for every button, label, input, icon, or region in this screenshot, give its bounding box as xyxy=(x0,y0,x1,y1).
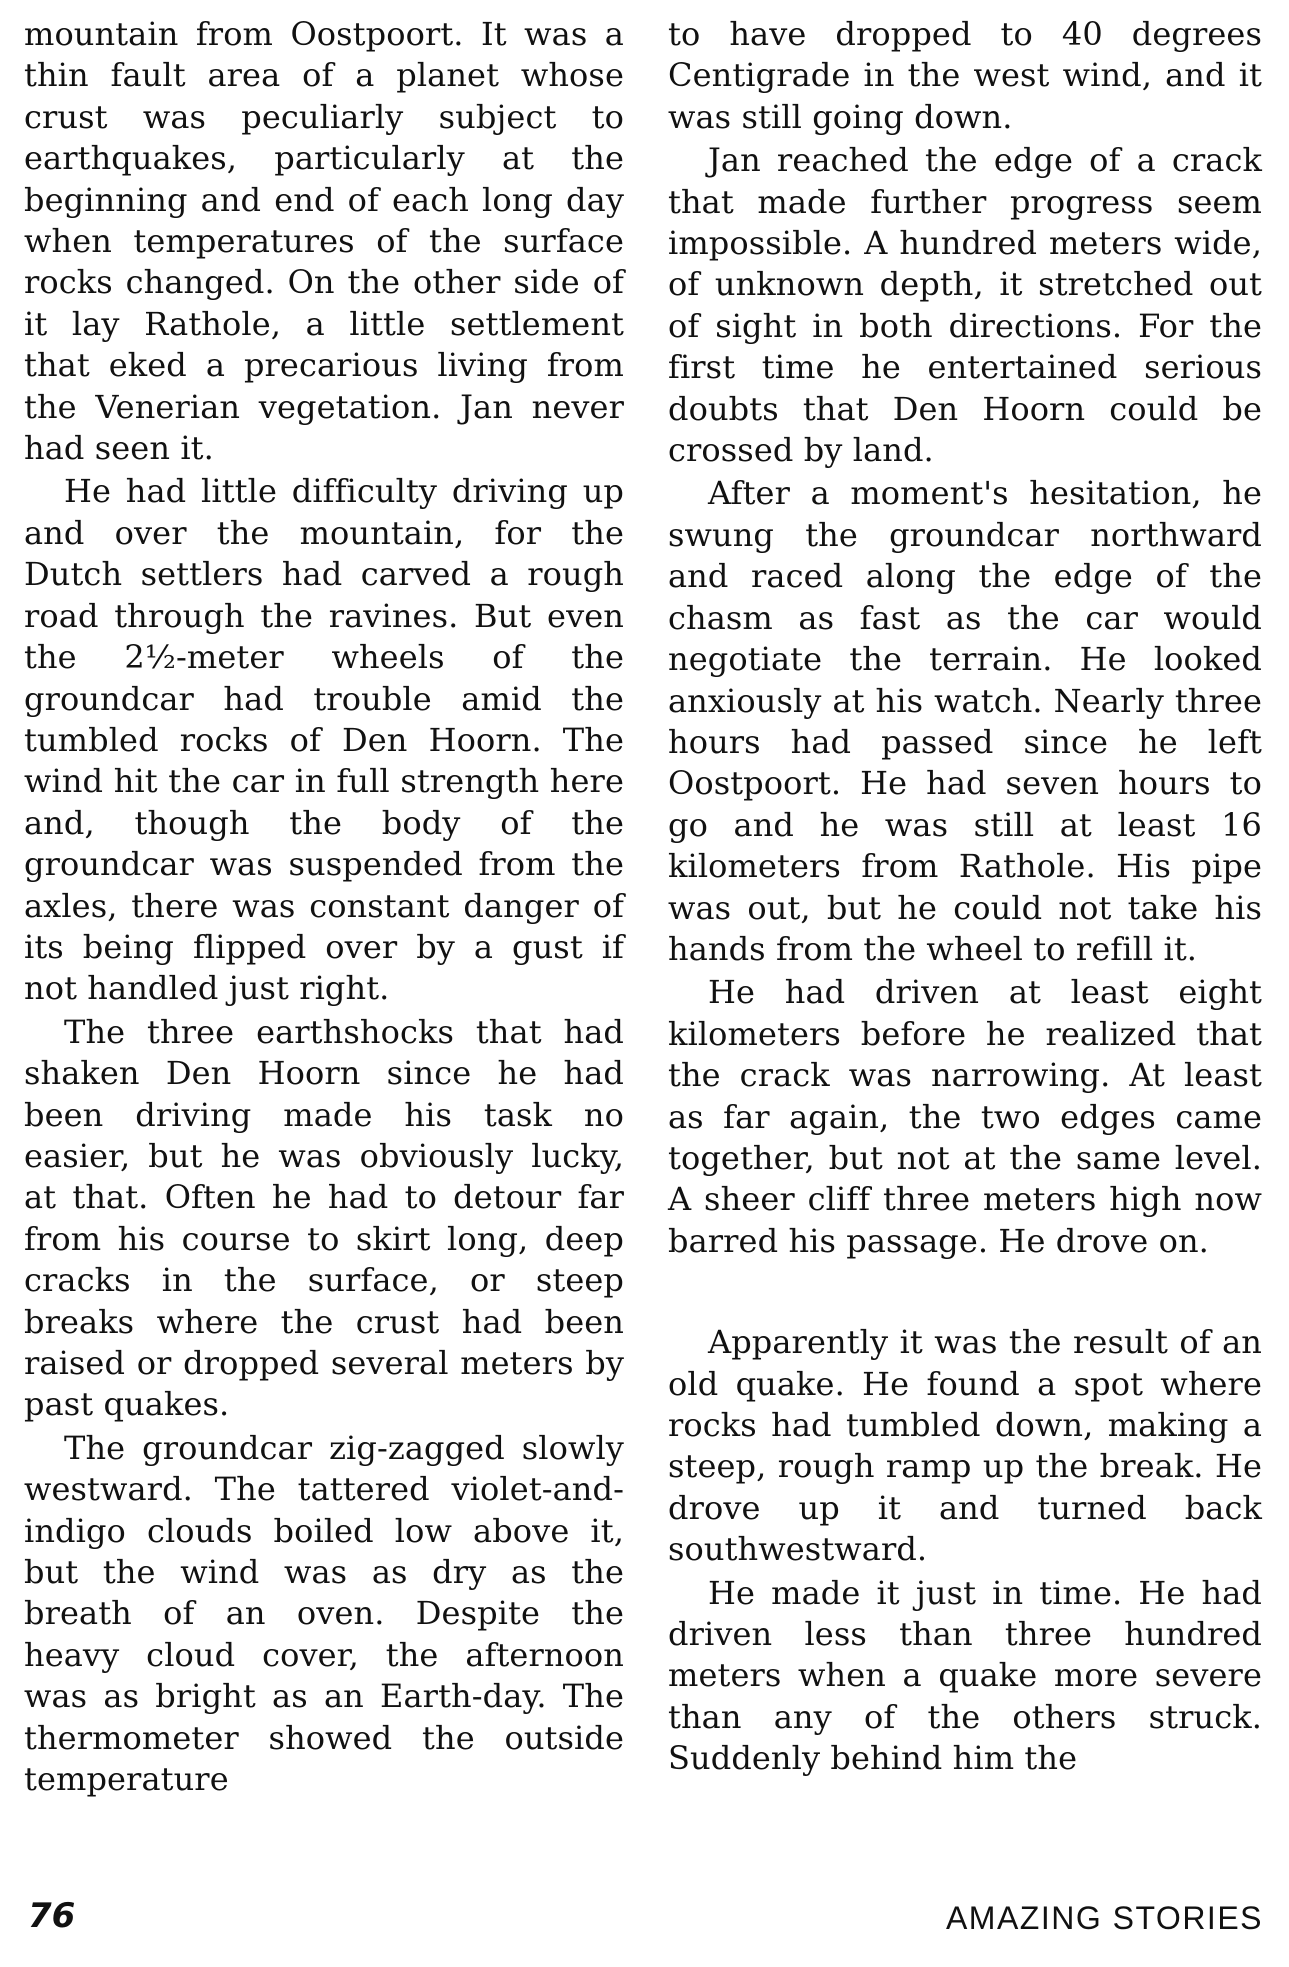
magazine-title: AMAZING STORIES xyxy=(945,1900,1263,1936)
paragraph: Apparently it was the result of an old quake. He found a spot where rocks had tumbled down, making a steep, rough ramp up the break. He drove up it and turned back southwestward. xyxy=(668,1323,1262,1569)
paragraph: He had driven at least eight kilometers before he realized that the crack was narrowing. At least as far again, the two edges came together, but not at the same level. A sheer cliff three meters high now barred his passage. He drove on. xyxy=(668,973,1262,1260)
left-column xyxy=(24,14,624,1800)
paragraph: He made it just in time. He had driven less than three hundred meters when a quake more severe than any of the others struck. Suddenly behind him the xyxy=(668,1573,1262,1778)
paragraph: The groundcar zig-zagged slowly westward. The tattered violet-and-indigo clouds boiled low above it, but the wind was as dry as the breath of an oven. Despite the heavy cloud cover, the afternoon was as bright as an Earth-day. The thermometer showed the outside temperature xyxy=(24,1428,624,1799)
paragraph: He had little difficulty driving up and over the mountain, for the Dutch settlers had carved a rough road through the ravines. But even the 2½-meter wheels of the groundcar had trouble amid the tumbled rocks of Den Hoorn. The wind hit the car in full strength here and, though the body of the groundcar was suspended from the axles, there was constant danger of its being flipped over by a gust if not handled just right. xyxy=(24,472,624,1008)
paragraph: The three earthshocks that had shaken Den Hoorn since he had been driving made his task no easier, but he was obviously lucky, at that. Often he had to detour far from his course to skirt long, deep cracks in the surface, or steep breaks where the crust had been raised or dropped several meters by past quakes. xyxy=(24,1012,624,1424)
paragraph: After a moment's hesitation, he swung the groundcar northward and raced along the edge of the chasm as fast as the car would negotiate the terrain. He looked anxiously at his watch. Nearly three hours had passed since he left Oostpoort. He had seven hours to go and he was still at least 16 kilometers from Rathole. His pipe was out, but he could not take his hands from the wheel to refill it. xyxy=(668,474,1262,968)
paragraph: mountain from Oostpoort. It was a thin fault area of a planet whose crust was peculiarly subject to earthquakes, particularly at the beginning and end of each long day when temperatures of the surface rocks changed. On the other side of it lay Rathole, a little settlement that eked a precarious living from the Venerian vegetation. Jan never had seen it. xyxy=(24,15,624,468)
right-column xyxy=(668,14,1262,1780)
paragraph: to have dropped to 40 degrees Centigrade in the west wind, and it was still going down. xyxy=(668,15,1262,136)
paragraph: Jan reached the edge of a crack that made further progress seem impossible. A hundred meters wide, of unknown depth, it stretched out of sight in both directions. For the first time he entertained serious doubts that Den Hoorn could be crossed by land. xyxy=(668,141,1262,470)
page-number: 76 xyxy=(28,1896,76,1936)
